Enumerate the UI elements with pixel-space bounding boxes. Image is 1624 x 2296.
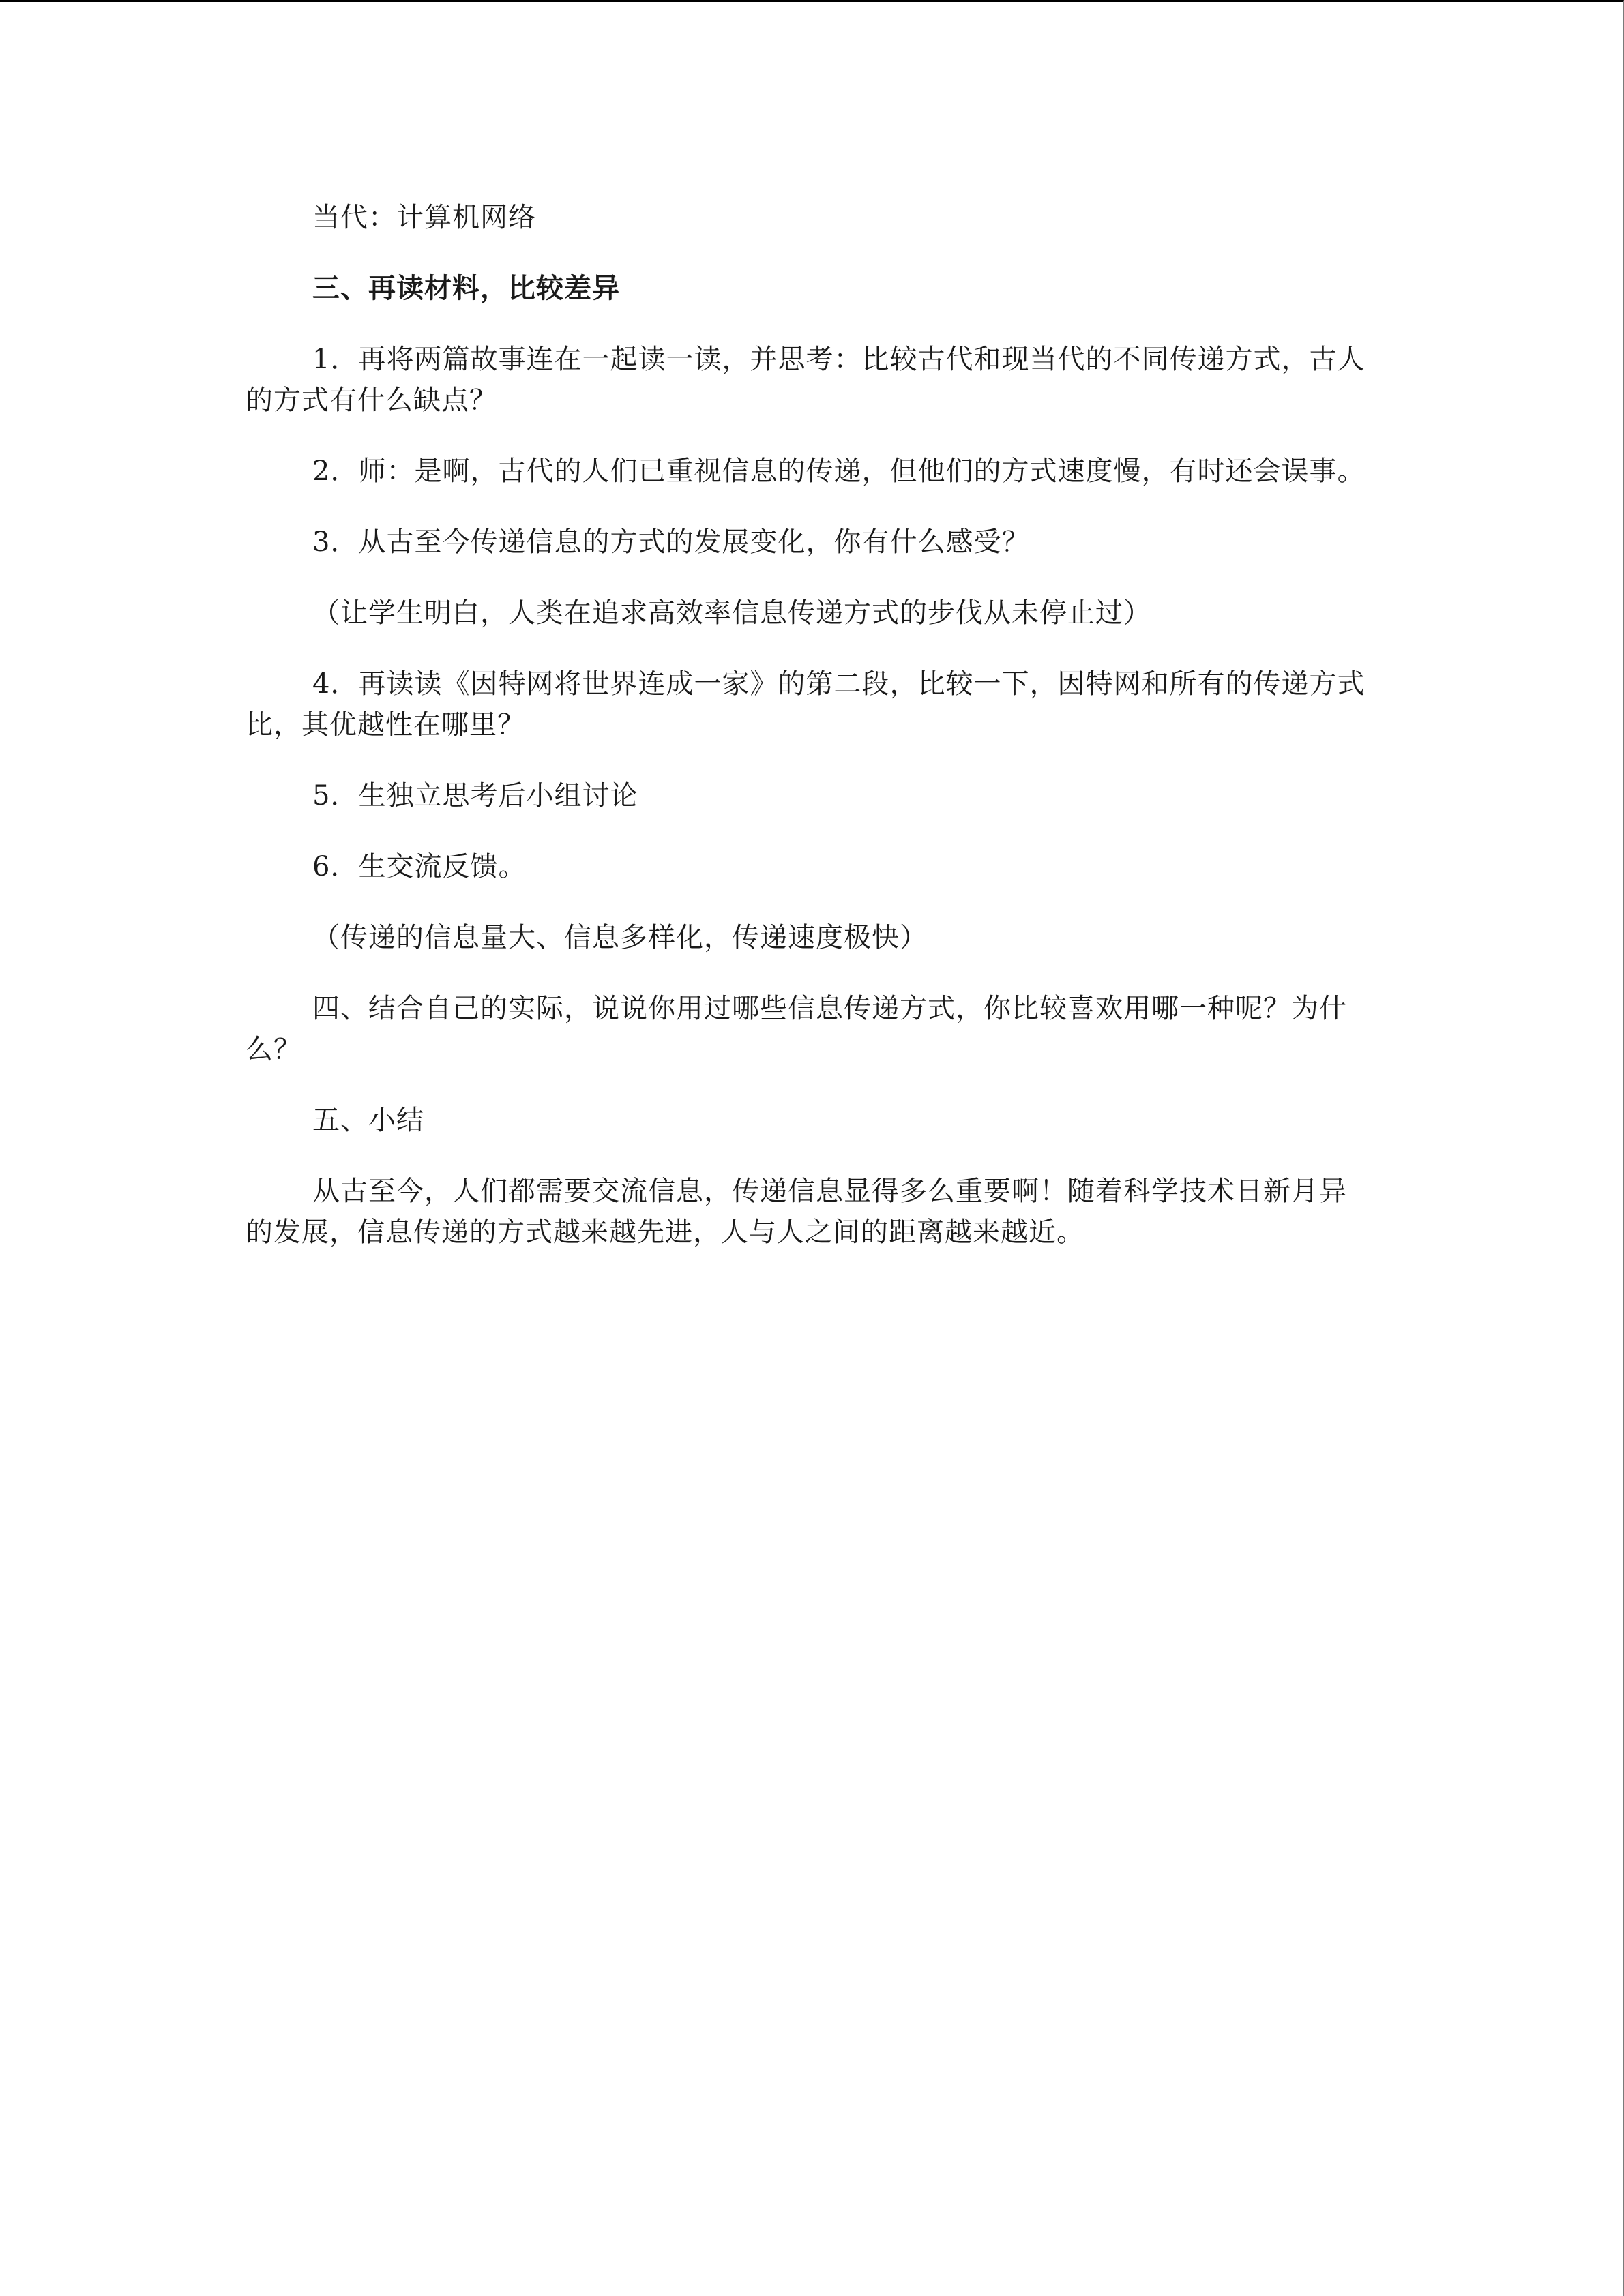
paragraph-note-1: （让学生明白，人类在追求高效率信息传递方式的步伐从未停止过） — [312, 597, 1151, 629]
paragraph-contemporary: 当代：计算机网络 — [312, 202, 536, 233]
paragraph-item-5: 5．生独立思考后小组讨论 — [312, 780, 638, 811]
paragraph-item-1: 1．再将两篇故事连在一起读一读，并思考：比较古代和现当代的不同传递方式，古人的方式有什么缺点？ — [246, 344, 1365, 416]
paragraph-note-2: （传递的信息量大、信息多样化，传递速度极快） — [312, 922, 928, 953]
document-body — [246, 197, 1374, 1283]
paragraph-summary: 从古至今，人们都需要交流信息，传递信息显得多么重要啊！随着科学技术日新月异的发展，信息传递的方式越来越先进，人与人之间的距离越来越近。 — [246, 1176, 1347, 1248]
paragraph-item-3: 3．从古至今传递信息的方式的发展变化，你有什么感受？ — [312, 526, 1030, 558]
section-heading-four: 四、结合自己的实际，说说你用过哪些信息传递方式，你比较喜欢用哪一种呢？为什么？ — [246, 993, 1347, 1065]
section-heading-five: 五、小结 — [312, 1105, 424, 1136]
paragraph-item-2: 2．师：是啊，古代的人们已重视信息的传递，但他们的方式速度慢，有时还会误事。 — [312, 456, 1365, 487]
paragraph-item-6: 6．生交流反馈。 — [312, 851, 527, 882]
section-heading-three: 三、再读材料，比较差异 — [312, 272, 620, 304]
paragraph-item-4: 4．再读读《因特网将世界连成一家》的第二段，比较一下，因特网和所有的传递方式比，其优越性在哪里？ — [246, 668, 1365, 741]
